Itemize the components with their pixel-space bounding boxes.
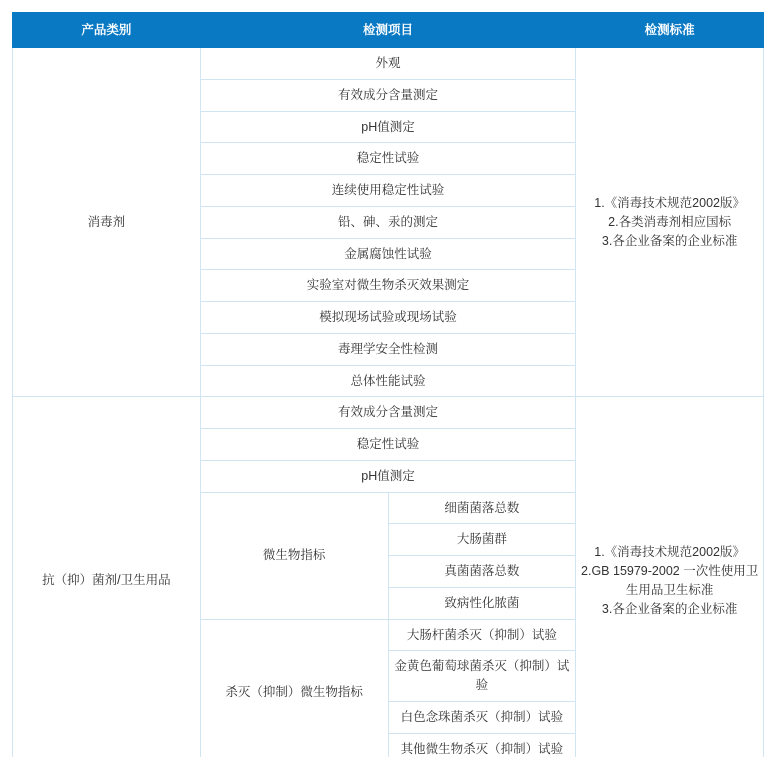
standard-line: 2.各类消毒剂相应国标 (608, 214, 732, 229)
cell-item: 细菌菌落总数 (388, 492, 576, 524)
inspection-spec-table (12, 12, 764, 757)
table-body (13, 48, 764, 757)
table-head (13, 13, 764, 48)
cell-item: 有效成分含量测定 (200, 79, 576, 111)
cell-item: 稳定性试验 (200, 429, 576, 461)
cell-item: 有效成分含量测定 (200, 397, 576, 429)
header-inspection-item: 检测项目 (200, 13, 576, 48)
cell-item: 大肠杆菌杀灭（抑制）试验 (388, 619, 576, 651)
cell-item: 实验室对微生物杀灭效果测定 (200, 270, 576, 302)
cell-item: 致病性化脓菌 (388, 587, 576, 619)
cell-item: pH值测定 (200, 460, 576, 492)
standard-line: 1.《消毒技术规范2002版》 (594, 196, 745, 210)
table-header-row (13, 13, 764, 48)
cell-item: pH值测定 (200, 111, 576, 143)
cell-item: 白色念珠菌杀灭（抑制）试验 (388, 701, 576, 733)
cell-item: 连续使用稳定性试验 (200, 175, 576, 207)
cell-item: 模拟现场试验或现场试验 (200, 302, 576, 334)
cell-category-disinfectant: 消毒剂 (13, 48, 201, 397)
standard-line: 1.《消毒技术规范2002版》 (594, 545, 745, 560)
cell-item: 稳定性试验 (200, 143, 576, 175)
cell-item: 毒理学安全性检测 (200, 333, 576, 365)
cell-standard-antibacterial (576, 397, 764, 757)
cell-item: 金属腐蚀性试验 (200, 238, 576, 270)
header-product-category: 产品类别 (13, 13, 201, 48)
standard-line: 3.各企业备案的企业标准 (601, 233, 738, 248)
cell-item: 大肠菌群 (388, 524, 576, 556)
cell-item: 其他微生物杀灭（抑制）试验 (388, 733, 576, 757)
table-row (13, 397, 764, 429)
standard-line: 2.GB 15979-2002 一次性使用卫生用品卫生标准 (581, 564, 759, 597)
cell-item: 外观 (200, 48, 576, 80)
header-inspection-standard: 检测标准 (576, 13, 764, 48)
table-row (13, 48, 764, 80)
cell-subgroup-microbial-index: 微生物指标 (200, 492, 388, 619)
cell-item: 真菌菌落总数 (388, 556, 576, 588)
cell-subgroup-kill-inhibit-index: 杀灭（抑制）微生物指标 (200, 619, 388, 757)
cell-category-antibacterial: 抗（抑）菌剂/卫生用品 (13, 397, 201, 757)
cell-item: 总体性能试验 (200, 365, 576, 397)
cell-item: 金黄色葡萄球菌杀灭（抑制）试验 (388, 651, 576, 702)
cell-standard-disinfectant (576, 48, 764, 397)
standard-line: 3.各企业备案的企业标准 (601, 601, 738, 616)
cell-item: 铅、砷、汞的测定 (200, 206, 576, 238)
